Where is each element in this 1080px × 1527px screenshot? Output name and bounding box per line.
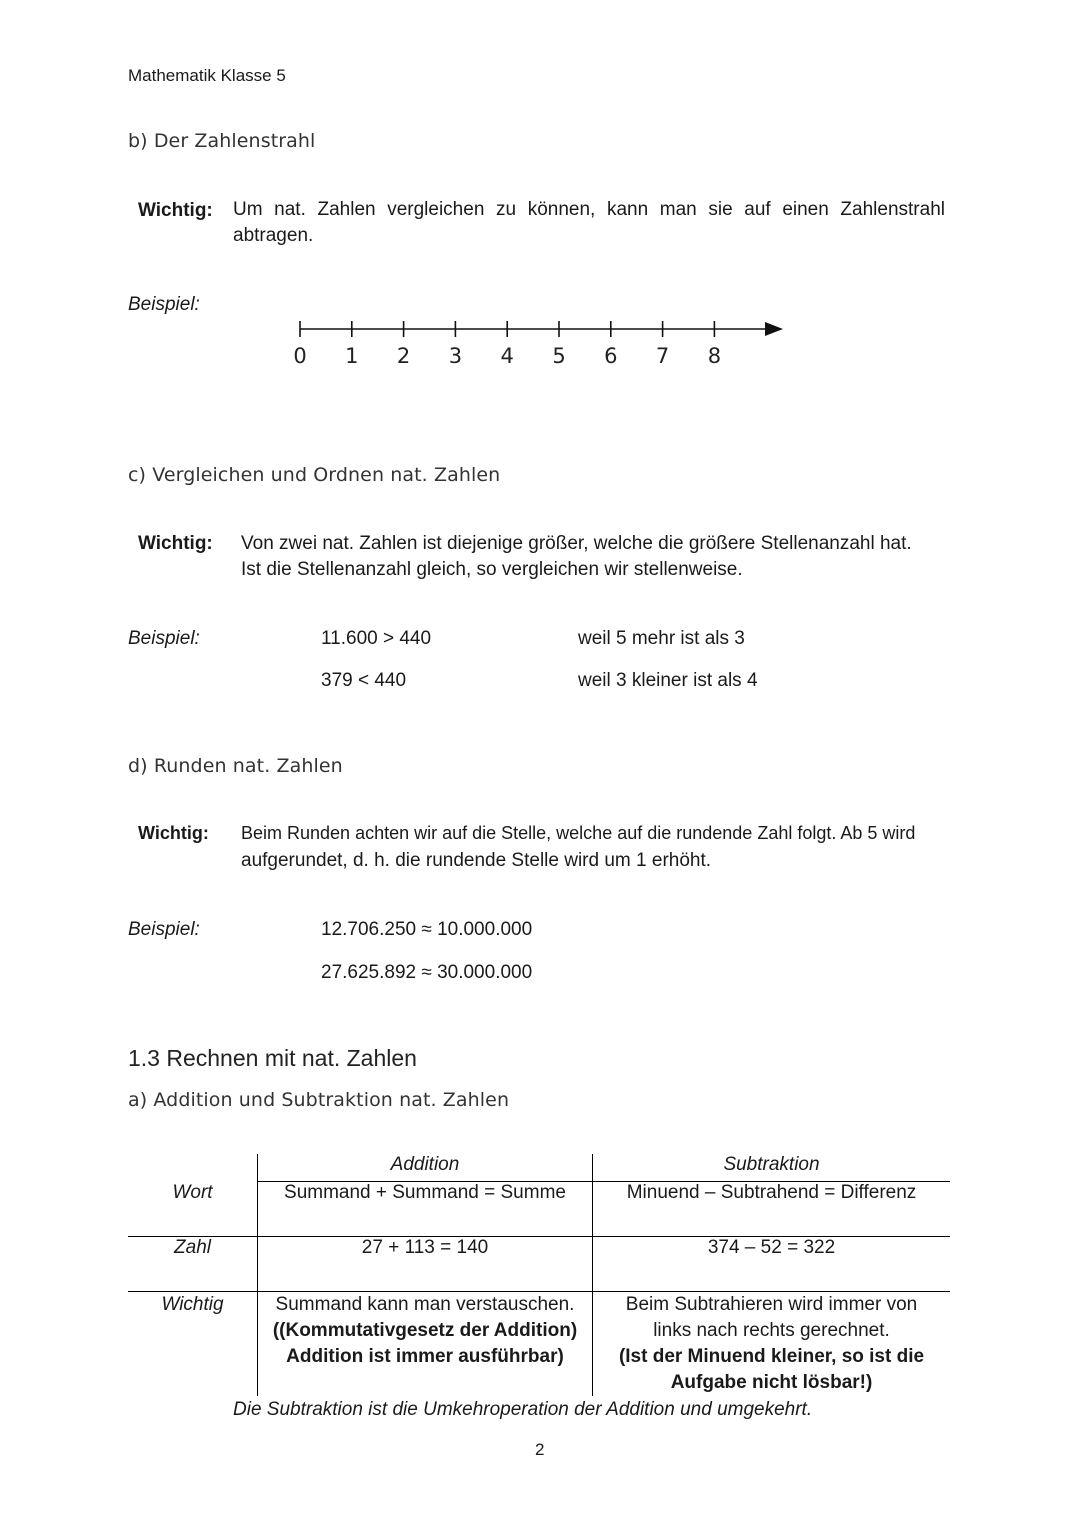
number-line-label-4: 4 [500,344,514,368]
compare-example-2: 379 < 440 [321,670,407,691]
wichtig-sub-line4: Aufgabe nicht lösbar!) [670,1372,873,1393]
number-line-label-1: 1 [345,344,359,368]
wichtig-add-line3: Addition ist immer ausführbar) [286,1346,564,1367]
table-row-wichtig [128,1292,950,1397]
wichtig-sub-line1: Beim Subtrahieren wird immer von [625,1294,918,1315]
section-1-3-heading: 1.3 Rechnen mit nat. Zahlen [128,1045,417,1071]
beispiel-label-d: Beispiel: [128,919,200,940]
wichtig-label-b: Wichtig: [138,200,213,221]
section-1-3-subtitle: a) Addition und Subtraktion nat. Zahlen [128,1089,510,1111]
page-number: 2 [535,1440,545,1459]
umkehr-note: Die Subtraktion ist die Umkehroperation der Addition und umgekehrt. [233,1399,813,1420]
row-label-zahl: Zahl [128,1237,258,1292]
round-example-2: 27.625.892 ≈ 30.000.000 [321,962,533,983]
wichtig-text-c-line2: Ist die Stellenanzahl gleich, so vergleichen wir stellenweise. [241,559,743,580]
number-line-label-6: 6 [604,344,618,368]
beispiel-label-b: Beispiel: [128,294,200,315]
wichtig-sub-line3: (Ist der Minuend kleiner, so ist die [618,1346,925,1367]
wichtig-subtraktion-cell [593,1292,951,1397]
wichtig-text-c-line1: Von zwei nat. Zahlen ist diejenige größer, welche die größere Stellenanzahl hat. [241,533,912,554]
col-header-subtraktion: Subtraktion [593,1154,951,1182]
number-line-label-8: 8 [707,344,722,368]
row-label-wichtig: Wichtig [161,1294,224,1315]
wichtig-label-d: Wichtig: [138,823,209,843]
wort-addition: Summand + Summand = Summe [258,1182,593,1237]
number-line-arrow [765,322,783,336]
compare-reason-2: weil 3 kleiner ist als 4 [578,670,758,691]
compare-example-1: 11.600 > 440 [321,628,432,649]
table-row-wort [128,1182,950,1237]
number-line-label-3: 3 [448,344,463,368]
section-b-title: b) Der Zahlenstrahl [128,130,316,152]
wichtig-add-line1: Summand kann man verstauschen. [275,1294,575,1315]
zahl-subtraktion: 374 – 52 = 322 [593,1237,951,1292]
page-header: Mathematik Klasse 5 [128,66,286,85]
round-example-1: 12.706.250 ≈ 10.000.000 [321,919,533,940]
section-c-title: c) Vergleichen und Ordnen nat. Zahlen [128,464,501,486]
beispiel-label-c: Beispiel: [128,628,200,649]
zahl-addition: 27 + 113 = 140 [258,1237,593,1292]
col-header-addition: Addition [258,1154,593,1182]
wichtig-label-c: Wichtig: [138,533,213,554]
wichtig-text-b: Um nat. Zahlen vergleichen zu können, kann man sie auf einen Zahlenstrahl abtragen. [233,199,945,246]
table-row-zahl [128,1237,950,1292]
table-header-row [128,1154,950,1182]
number-line-label-7: 7 [655,344,670,368]
wichtig-text-d-line1: Beim Runden achten wir auf die Stelle, welche auf die rundende Zahl folgt. Ab 5 wird [241,823,916,843]
number-line [290,312,790,372]
number-line-label-5: 5 [552,344,566,368]
wichtig-add-line2: ((Kommutativgesetz der Addition) [272,1320,578,1341]
number-line-label-0: 0 [293,344,307,368]
wichtig-text-d-line2: aufgerundet, d. h. die rundende Stelle wird um 1 erhöht. [241,850,712,871]
wichtig-sub-line2: links nach rechts gerechnet. [653,1320,890,1341]
number-line-label-2: 2 [396,344,411,368]
wichtig-addition-cell [258,1292,593,1397]
operations-table [128,1154,950,1396]
table-corner-cell [128,1154,258,1182]
compare-reason-1: weil 5 mehr ist als 3 [578,628,745,649]
wort-subtraktion: Minuend – Subtrahend = Differenz [593,1182,951,1237]
section-d-title: d) Runden nat. Zahlen [128,755,343,777]
row-label-wort: Wort [128,1182,258,1237]
